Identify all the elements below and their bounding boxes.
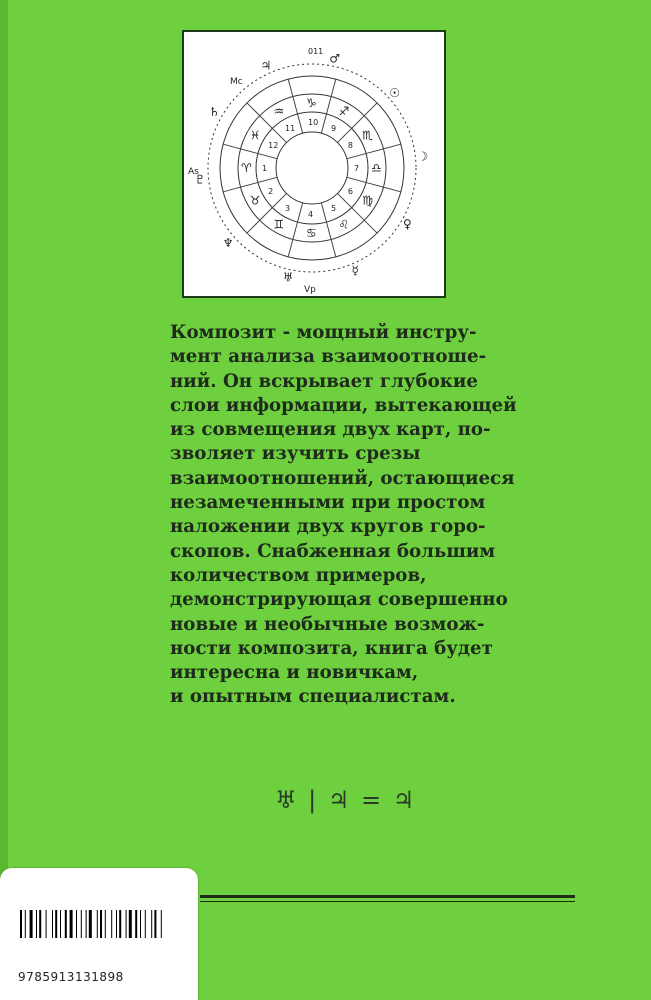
as-label: As — [188, 167, 199, 177]
barcode-icon — [20, 910, 180, 938]
zodiac-sign-icon: ♓ — [249, 128, 261, 143]
zodiac-sign-icon: ♏ — [362, 128, 374, 143]
horoscope-wheel — [184, 32, 444, 296]
zodiac-sign-icon: ♐ — [338, 104, 350, 119]
zodiac-sign-icon: ♊ — [273, 217, 285, 232]
blurb-line: незамеченными при простом — [170, 492, 486, 514]
blurb-line: новые и необычные возмож- — [170, 613, 485, 635]
blurb-line: скопов. Снабженная большим — [170, 540, 496, 562]
planet-icon: ☉ — [389, 86, 400, 101]
zodiac-sign-icon: ♉ — [249, 193, 261, 208]
zodiac-sign-icon: ♎ — [371, 161, 382, 175]
vp-label: Vp — [304, 285, 316, 295]
blurb-line: интересна и новичкам, — [170, 662, 419, 684]
blurb-line: зволяет изучить срезы — [170, 443, 421, 465]
house-number: 10 — [308, 118, 319, 127]
zodiac-sign-icon: ♈ — [241, 161, 252, 175]
planet-icon: ♃ — [260, 58, 272, 73]
blurb-line: ний. Он вскрывает глубокие — [170, 370, 478, 392]
blurb-line: наложении двух кругов горо- — [170, 516, 486, 538]
house-number: 3 — [285, 203, 291, 213]
divider-rule-thick — [200, 895, 575, 898]
astrology-formula: ♅ | ♃ = ♃ — [275, 786, 417, 814]
blurb-line: демонстрирующая совершенно — [170, 589, 508, 611]
house-number: 4 — [308, 210, 314, 219]
blurb-line: Композит - мощный инстру- — [170, 322, 477, 343]
mc-label: Mc — [230, 77, 243, 87]
house-number: 2 — [268, 187, 274, 196]
blurb-line: мент анализа взаимоотноше- — [170, 346, 487, 368]
planet-icon: ♇ — [194, 172, 206, 187]
house-number: 9 — [331, 124, 337, 134]
planet-icon: ♄ — [209, 105, 220, 119]
house-number: 6 — [347, 187, 353, 196]
blurb-line: количеством примеров, — [170, 564, 427, 586]
house-number: 1 — [262, 164, 268, 173]
blurb-line: ности композита, книга будет — [170, 637, 493, 659]
blurb-line: и опытным специалистам. — [170, 686, 456, 708]
planet-icon: ♆ — [222, 235, 234, 250]
zodiac-sign-icon: ♌ — [338, 217, 350, 232]
zodiac-sign-icon: ♍ — [362, 193, 374, 208]
planet-icon: ☿ — [351, 263, 359, 278]
house-number: 5 — [331, 203, 337, 213]
planet-icon: ☽ — [417, 149, 429, 164]
blurb-line: взаимоотношений, остающиеся — [170, 467, 515, 489]
horoscope-chart — [182, 30, 446, 298]
zodiac-sign-icon: ♒ — [273, 104, 285, 119]
zodiac-sign-icon: ♋ — [306, 226, 317, 240]
planet-icon: ♂ — [329, 51, 341, 66]
spine-edge — [0, 0, 8, 1000]
house-number: 8 — [347, 141, 353, 150]
planet-icon: ♀ — [402, 217, 412, 231]
house-number: 11 — [285, 124, 296, 134]
blurb-line: слои информации, вытекающей — [170, 394, 517, 416]
house-number: 12 — [268, 141, 279, 150]
book-description — [170, 321, 517, 710]
zodiac-sign-icon: ♑ — [306, 96, 317, 110]
blurb-line: из совмещения двух карт, по- — [170, 419, 491, 441]
chart-zenith-mark: 011 — [308, 47, 324, 56]
house-number: 7 — [354, 164, 360, 173]
planet-icon: ♅ — [282, 270, 294, 285]
isbn-number: 9785913131898 — [18, 970, 124, 984]
divider-rule-thin — [200, 901, 575, 902]
